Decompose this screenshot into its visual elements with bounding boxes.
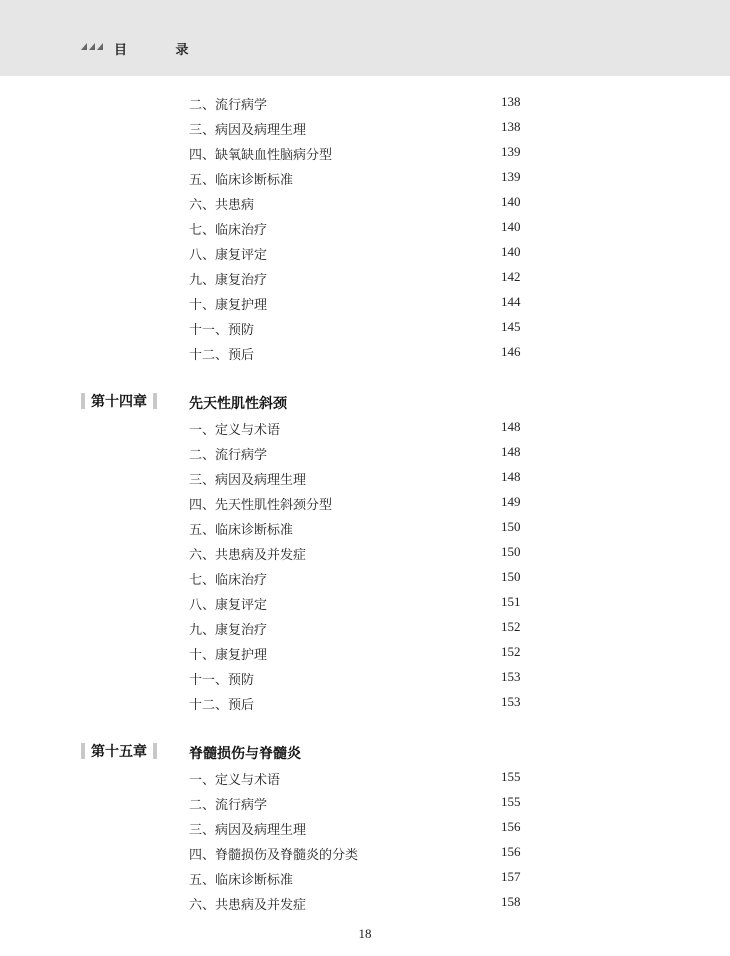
toc-entry[interactable] (0, 890, 730, 915)
chapter-bar-left (81, 743, 85, 759)
toc-entry-page: 157 (501, 869, 521, 884)
table-of-contents (0, 90, 730, 915)
chapter-bar-right (153, 743, 157, 759)
toc-entry-label: 四、缺氧缺血性脑病分型 (189, 148, 333, 163)
toc-entry-page: 156 (501, 844, 521, 859)
toc-entry-page: 150 (501, 519, 521, 534)
toc-entry-page: 152 (501, 619, 521, 634)
toc-entry[interactable] (0, 665, 730, 690)
toc-entry[interactable] (0, 590, 730, 615)
page-header (0, 0, 730, 76)
toc-entry-label: 八、康复评定 (189, 598, 268, 613)
toc-entry-page: 138 (501, 119, 521, 134)
toc-entry[interactable] (0, 815, 730, 840)
chapter-bar-right (153, 393, 157, 409)
toc-entry-label: 二、流行病学 (189, 798, 268, 813)
toc-entry-page: 140 (501, 244, 521, 259)
section-gap (0, 715, 730, 740)
toc-entry-page: 153 (501, 669, 521, 684)
toc-entry[interactable] (0, 865, 730, 890)
toc-entry-label: 十二、预后 (189, 698, 255, 713)
toc-entry-page: 156 (501, 819, 521, 834)
toc-entry[interactable] (0, 615, 730, 640)
toc-entry[interactable] (0, 290, 730, 315)
toc-entry-label: 五、临床诊断标准 (189, 873, 294, 888)
toc-entry-page: 145 (501, 319, 521, 334)
toc-entry-label: 七、临床治疗 (189, 223, 268, 238)
toc-entry-page: 140 (501, 219, 521, 234)
toc-entry[interactable] (0, 165, 730, 190)
toc-entry[interactable] (0, 690, 730, 715)
toc-entry-page: 150 (501, 544, 521, 559)
toc-entry[interactable] (0, 140, 730, 165)
toc-entry[interactable] (0, 240, 730, 265)
toc-entry[interactable] (0, 490, 730, 515)
toc-entry-label: 六、共患病及并发症 (189, 548, 307, 563)
toc-entry-page: 148 (501, 419, 521, 434)
toc-entry-label: 五、临床诊断标准 (189, 173, 294, 188)
toc-entry-page: 139 (501, 144, 521, 159)
toc-entry-page: 148 (501, 469, 521, 484)
toc-entry[interactable] (0, 190, 730, 215)
toc-entry-label: 六、共患病 (189, 198, 255, 213)
toc-entry-label: 二、流行病学 (189, 98, 268, 113)
toc-entry[interactable] (0, 315, 730, 340)
toc-entry[interactable] (0, 765, 730, 790)
toc-entry[interactable] (0, 465, 730, 490)
header-title: 目 录 (114, 43, 211, 58)
toc-entry-label: 三、病因及病理生理 (189, 823, 307, 838)
toc-entry-page: 138 (501, 94, 521, 109)
toc-entry-label: 七、临床治疗 (189, 573, 268, 588)
chapter-number: 第十四章 (91, 394, 147, 410)
toc-entry-label: 四、先天性肌性斜颈分型 (189, 498, 333, 513)
toc-entry-label: 十一、预防 (189, 673, 255, 688)
toc-entry[interactable] (0, 115, 730, 140)
toc-entry-label: 五、临床诊断标准 (189, 523, 294, 538)
header-triangle-marks-icon (81, 43, 103, 50)
toc-entry-label: 三、病因及病理生理 (189, 473, 307, 488)
chapter-number-box (81, 392, 157, 410)
chapter-title: 先天性肌性斜颈 (189, 396, 287, 412)
toc-entry[interactable] (0, 840, 730, 865)
toc-entry-page: 152 (501, 644, 521, 659)
toc-entry[interactable] (0, 515, 730, 540)
chapter-bar-left (81, 393, 85, 409)
toc-entry-label: 十一、预防 (189, 323, 255, 338)
toc-entry-label: 四、脊髓损伤及脊髓炎的分类 (189, 848, 359, 863)
toc-entry-label: 九、康复治疗 (189, 623, 268, 638)
toc-entry-page: 142 (501, 269, 521, 284)
toc-entry-page: 151 (501, 594, 521, 609)
toc-entry-label: 九、康复治疗 (189, 273, 268, 288)
section-gap (0, 365, 730, 390)
toc-entry[interactable] (0, 565, 730, 590)
toc-entry-label: 二、流行病学 (189, 448, 268, 463)
toc-entry[interactable] (0, 790, 730, 815)
toc-entry[interactable] (0, 640, 730, 665)
toc-entry-page: 149 (501, 494, 521, 509)
chapter-heading[interactable] (0, 740, 730, 765)
chapter-number: 第十五章 (91, 744, 147, 760)
toc-entry[interactable] (0, 340, 730, 365)
toc-entry-page: 153 (501, 694, 521, 709)
toc-entry-page: 144 (501, 294, 521, 309)
toc-entry-label: 三、病因及病理生理 (189, 123, 307, 138)
toc-entry[interactable] (0, 90, 730, 115)
toc-entry-page: 140 (501, 194, 521, 209)
toc-entry-page: 158 (501, 894, 521, 909)
toc-entry-label: 一、定义与术语 (189, 773, 281, 788)
toc-entry[interactable] (0, 415, 730, 440)
chapter-number-box (81, 742, 157, 760)
toc-entry-page: 155 (501, 769, 521, 784)
toc-entry[interactable] (0, 540, 730, 565)
toc-entry-label: 十、康复护理 (189, 298, 268, 313)
page-number: 18 (358, 926, 372, 941)
toc-entry-page: 146 (501, 344, 521, 359)
toc-entry-label: 六、共患病及并发症 (189, 898, 307, 913)
toc-entry-page: 148 (501, 444, 521, 459)
toc-entry-page: 150 (501, 569, 521, 584)
toc-entry-page: 155 (501, 794, 521, 809)
chapter-title: 脊髓损伤与脊髓炎 (189, 746, 301, 762)
toc-entry-label: 一、定义与术语 (189, 423, 281, 438)
toc-entry-label: 八、康复评定 (189, 248, 268, 263)
chapter-heading[interactable] (0, 390, 730, 415)
toc-entry[interactable] (0, 265, 730, 290)
toc-entry[interactable] (0, 440, 730, 465)
toc-entry[interactable] (0, 215, 730, 240)
toc-entry-label: 十二、预后 (189, 348, 255, 363)
toc-entry-page: 139 (501, 169, 521, 184)
toc-entry-label: 十、康复护理 (189, 648, 268, 663)
